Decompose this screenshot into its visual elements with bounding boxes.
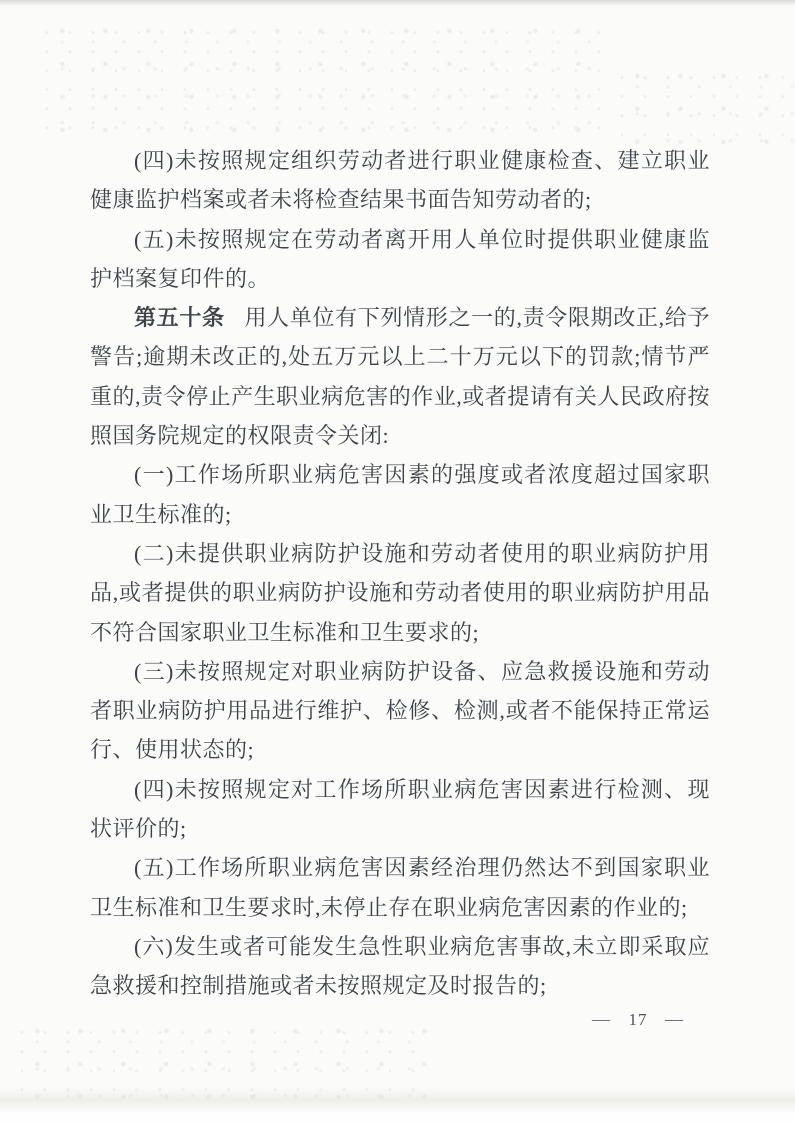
page-number-right-dash: — <box>665 1009 684 1029</box>
paragraph-article-50 <box>90 298 710 455</box>
scan-artifact-bottom-band <box>0 1088 795 1112</box>
page-number-left-dash: — <box>592 1009 611 1029</box>
paragraph-item-5: (五)未按照规定在劳动者离开用人单位时提供职业健康监护档案复印件的。 <box>90 226 710 291</box>
page-number-value: 17 <box>628 1009 648 1029</box>
paragraph-subitem-6: (六)发生或者可能发生急性职业病危害事故,未立即采取应急救援和控制措施或者未按照规定及时报告的; <box>90 933 710 999</box>
paragraph-subitem-5: (五)工作场所职业病危害因素经治理仍然达不到国家职业卫生标准和卫生要求时,未停止存在职业病危害因素的作业的; <box>90 855 710 920</box>
paragraph-subitem-3: (三)未按照规定对职业病防护设备、应急救援设施和劳动者职业病防护用品进行维护、检修、检测,或者不能保持正常运行、使用状态的; <box>90 658 710 763</box>
paragraph-item-4: (四)未按照规定组织劳动者进行职业健康检查、建立职业健康监护档案或者未将检查结果书面告知劳动者的; <box>90 148 710 213</box>
paragraph-subitem-1: (一)工作场所职业病危害因素的强度或者浓度超过国家职业卫生标准的; <box>90 462 710 527</box>
scan-noise-top-right <box>615 70 795 145</box>
article-number-label: 第五十条 <box>134 305 225 331</box>
article-body-text: 用人单位有下列情形之一的,责令限期改正,给予警告;逾期未改正的,处五万元以上二十万元以下的罚款;情节严重的,责令停止产生职业病危害的作业,或者提请有关人民政府按照国务院规定的权限责令关闭: <box>90 305 710 449</box>
scan-noise-top-left <box>40 25 600 140</box>
scan-artifact-top-edge <box>0 0 795 6</box>
page-number <box>592 1009 684 1030</box>
paragraph-subitem-4: (四)未按照规定对工作场所职业病危害因素进行检测、现状评价的; <box>90 776 710 842</box>
document-body <box>90 141 710 1006</box>
scan-artifact-bottom-strip <box>0 1112 795 1123</box>
paragraph-subitem-2: (二)未提供职业病防护设施和劳动者使用的职业病防护用品,或者提供的职业病防护设施和劳动者使用的职业病防护用品不符合国家职业卫生标准和卫生要求的; <box>90 540 710 645</box>
